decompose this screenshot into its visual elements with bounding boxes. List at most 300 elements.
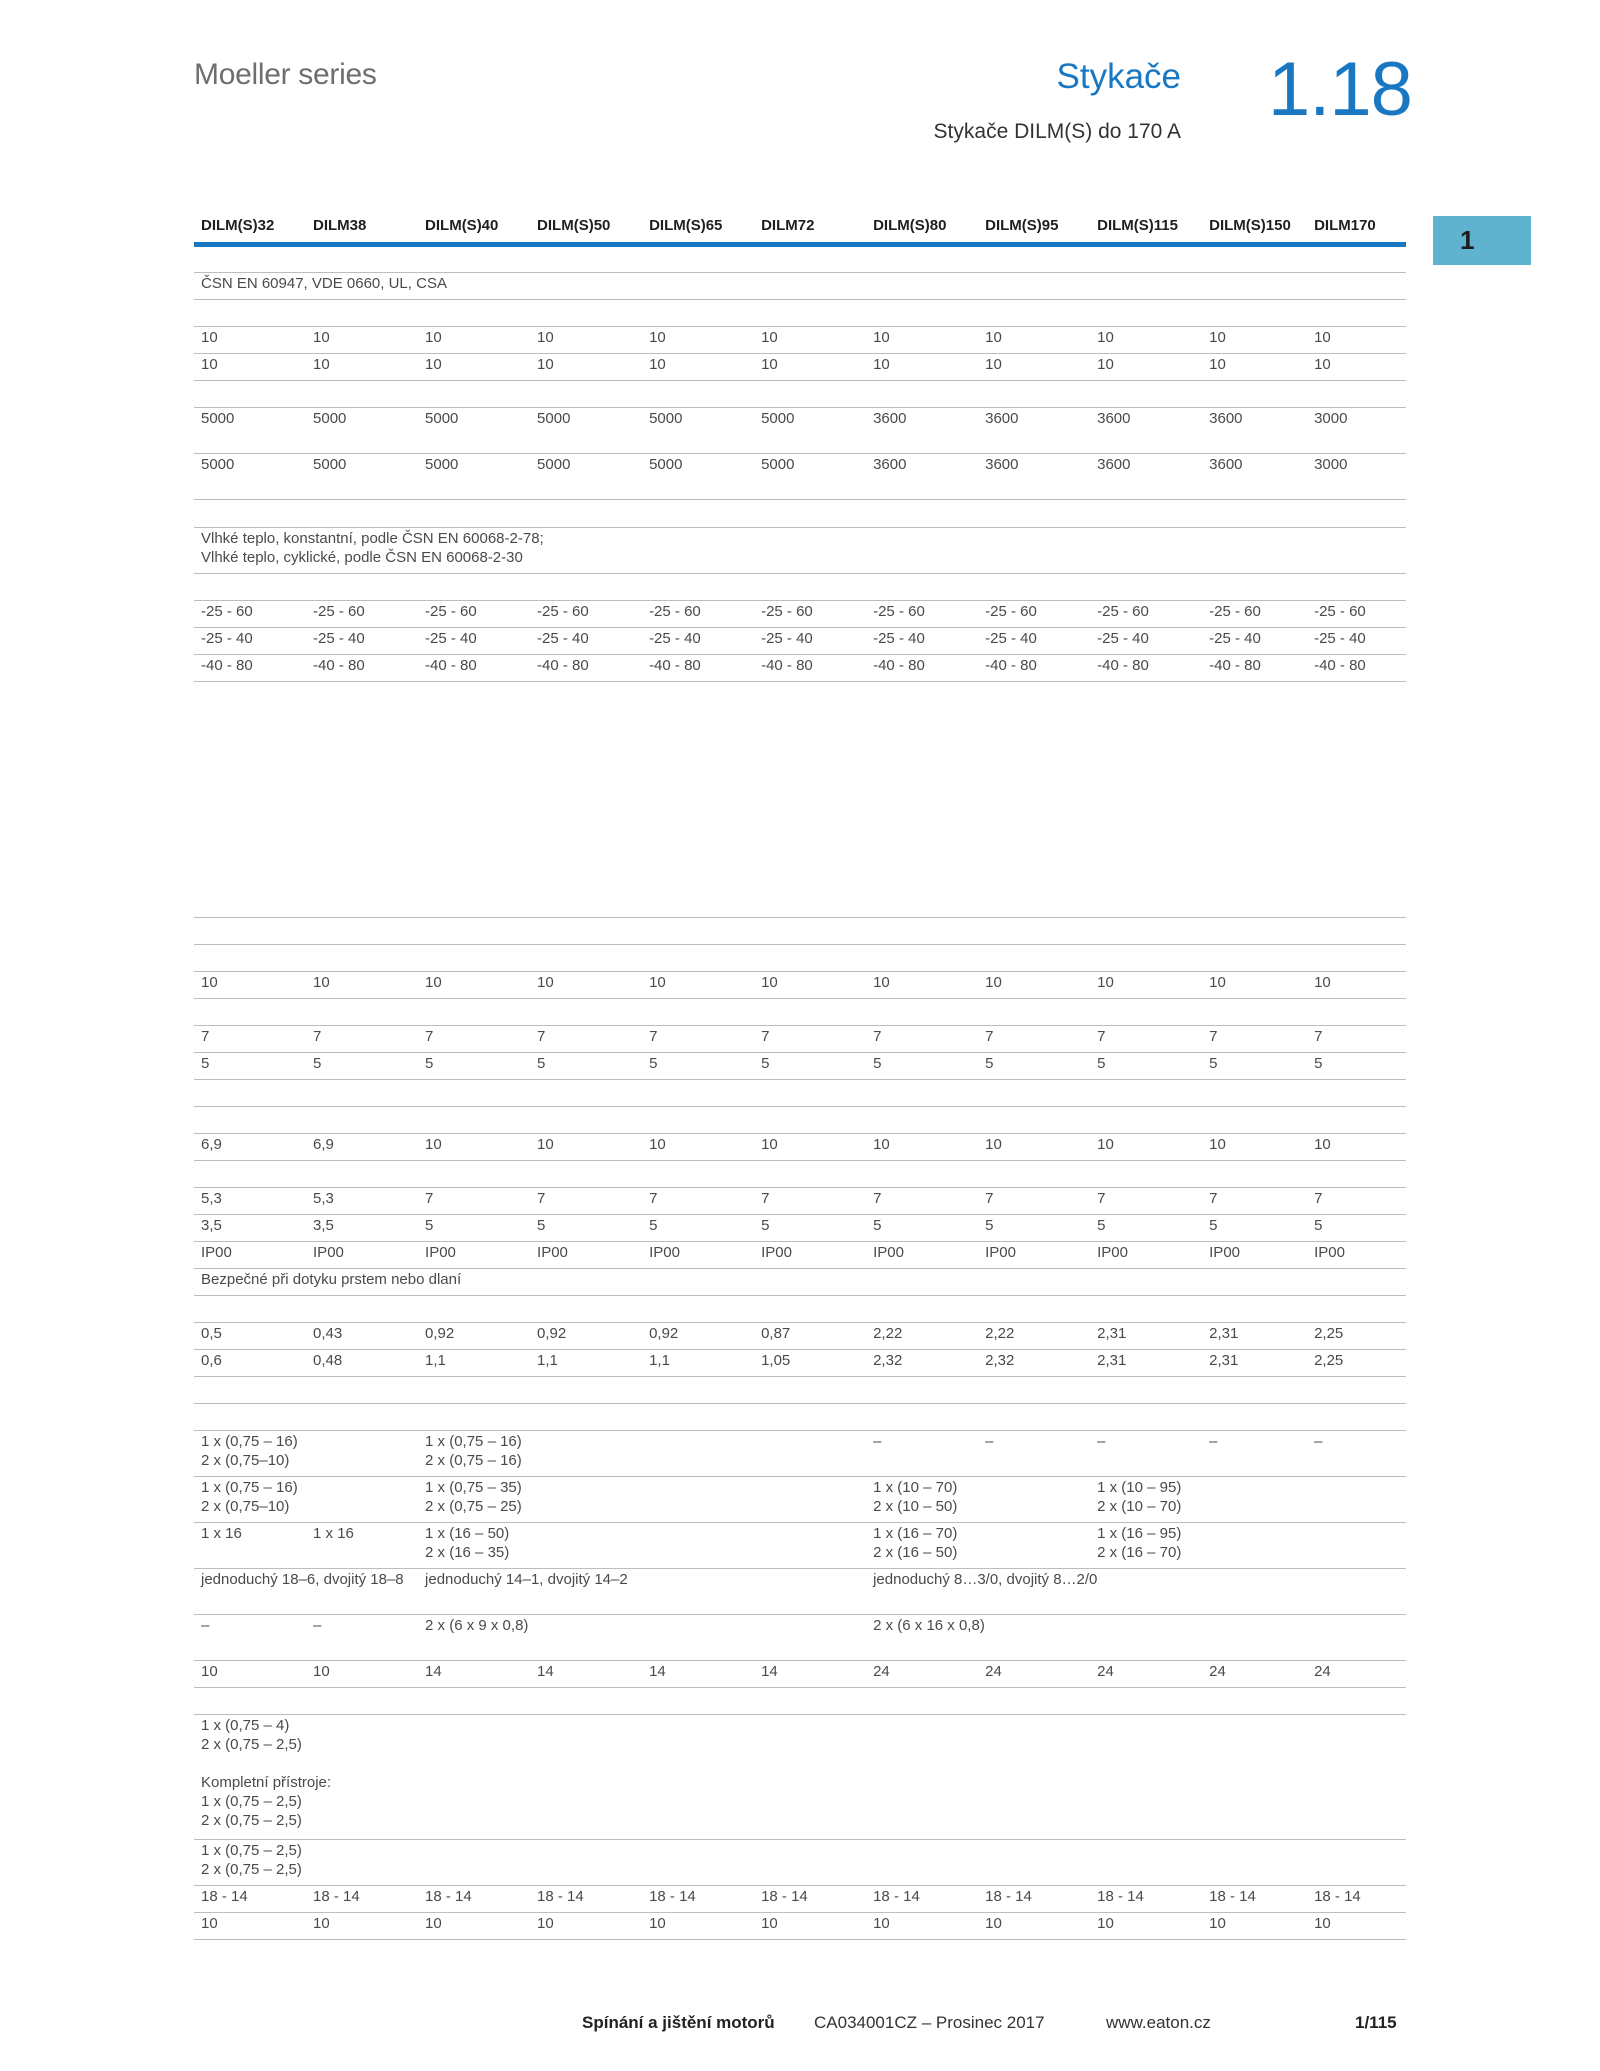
table-cell: 5000	[194, 453, 306, 499]
table-cell: -25 - 60	[1307, 600, 1406, 627]
table-cell: 7	[1202, 1025, 1307, 1052]
table-cell: 10	[1090, 353, 1202, 380]
table-row	[194, 353, 1406, 380]
table-cell: 10	[866, 1133, 978, 1160]
table-cell: 10	[306, 1660, 418, 1687]
table-header-row	[194, 212, 1406, 244]
table-cell: 10	[1090, 1912, 1202, 1939]
table-cell: 5	[866, 1052, 978, 1079]
table-row	[194, 1687, 1406, 1714]
table-cell: 5	[530, 1052, 642, 1079]
table-row	[194, 1349, 1406, 1376]
table-row	[194, 1160, 1406, 1187]
table-cell: -40 - 80	[418, 654, 530, 681]
table-cell: 18 - 14	[642, 1885, 754, 1912]
table-row	[194, 998, 1406, 1025]
table-cell: 5000	[642, 407, 754, 453]
table-cell: IP00	[530, 1241, 642, 1268]
table-cell: 5000	[530, 407, 642, 453]
table-cell: IP00	[1202, 1241, 1307, 1268]
table-cell: IP00	[978, 1241, 1090, 1268]
table-row	[194, 272, 1406, 299]
table-cell: 10	[418, 326, 530, 353]
table-row	[194, 1376, 1406, 1403]
table-row	[194, 654, 1406, 681]
table-cell: –	[306, 1614, 418, 1660]
table-cell: 2,31	[1202, 1322, 1307, 1349]
table-cell: 0,87	[754, 1322, 866, 1349]
column-header: DILM(S)65	[642, 212, 754, 244]
table-row	[194, 917, 1406, 944]
table-cell: 5	[1202, 1214, 1307, 1241]
table-cell: 1,05	[754, 1349, 866, 1376]
table-cell-empty	[194, 1376, 1406, 1403]
table-cell: 3000	[1307, 407, 1406, 453]
table-cell: -25 - 60	[418, 600, 530, 627]
table-cell: 18 - 14	[306, 1885, 418, 1912]
table-cell: IP00	[642, 1241, 754, 1268]
table-cell: 3600	[866, 407, 978, 453]
table-cell-empty	[194, 299, 1406, 326]
table-cell: -25 - 60	[194, 600, 306, 627]
table-cell: -25 - 60	[978, 600, 1090, 627]
table-cell: 2,31	[1090, 1322, 1202, 1349]
table-cell: –	[1307, 1430, 1406, 1476]
table-cell: 1 x (0,75 – 2,5) 2 x (0,75 – 2,5)	[194, 1839, 1406, 1885]
table-row	[194, 1241, 1406, 1268]
table-row	[194, 1295, 1406, 1322]
table-cell: 10	[1307, 1133, 1406, 1160]
table-cell: 0,5	[194, 1322, 306, 1349]
column-header: DILM72	[754, 212, 866, 244]
table-cell: 7	[418, 1025, 530, 1052]
table-cell: 7	[642, 1187, 754, 1214]
table-row	[194, 1052, 1406, 1079]
table-cell: 3,5	[194, 1214, 306, 1241]
table-cell: 10	[1202, 971, 1307, 998]
column-header: DILM(S)95	[978, 212, 1090, 244]
table-cell: -25 - 60	[866, 600, 978, 627]
table-cell: 24	[978, 1660, 1090, 1687]
table-cell: 10	[1090, 326, 1202, 353]
section-title: Stykače	[1056, 57, 1181, 96]
table-cell: 18 - 14	[978, 1885, 1090, 1912]
table-cell: -25 - 60	[306, 600, 418, 627]
table-cell: –	[194, 1614, 306, 1660]
table-cell: 5	[866, 1214, 978, 1241]
table-cell: 5	[1307, 1052, 1406, 1079]
column-header: DILM170	[1307, 212, 1406, 244]
table-cell: 5000	[642, 453, 754, 499]
table-cell: IP00	[194, 1241, 306, 1268]
table-row	[194, 1430, 1406, 1476]
table-cell: 10	[194, 353, 306, 380]
table-row	[194, 1268, 1406, 1295]
table-cell: -25 - 40	[642, 627, 754, 654]
table-row	[194, 600, 1406, 627]
table-cell: 10	[866, 971, 978, 998]
table-cell: –	[1202, 1430, 1307, 1476]
table-cell: 24	[866, 1660, 978, 1687]
table-cell-empty	[194, 1106, 1406, 1133]
table-cell: 2,25	[1307, 1349, 1406, 1376]
table-cell: 10	[1202, 1912, 1307, 1939]
table-cell: 5	[194, 1052, 306, 1079]
table-cell: 7	[866, 1187, 978, 1214]
table-cell-empty	[194, 1160, 1406, 1187]
table-cell: 2,32	[866, 1349, 978, 1376]
spec-table	[194, 212, 1406, 1940]
table-cell: 10	[754, 353, 866, 380]
table-row	[194, 1660, 1406, 1687]
table-cell: 10	[306, 326, 418, 353]
table-cell: 10	[978, 1912, 1090, 1939]
table-cell: 10	[754, 1133, 866, 1160]
table-cell: 10	[1307, 1912, 1406, 1939]
table-cell: -40 - 80	[642, 654, 754, 681]
column-header: DILM(S)40	[418, 212, 530, 244]
table-cell: 10	[194, 1912, 306, 1939]
table-cell: 5	[418, 1214, 530, 1241]
table-cell: 7	[1307, 1025, 1406, 1052]
table-cell: 10	[1090, 971, 1202, 998]
table-cell: 0,92	[530, 1322, 642, 1349]
table-cell: -40 - 80	[194, 654, 306, 681]
table-row	[194, 1912, 1406, 1939]
table-cell: 10	[866, 326, 978, 353]
table-cell: ČSN EN 60947, VDE 0660, UL, CSA	[194, 272, 1406, 299]
section-subtitle: Stykače DILM(S) do 170 A	[933, 120, 1181, 143]
table-row	[194, 1214, 1406, 1241]
table-cell: 7	[1090, 1025, 1202, 1052]
footer-page-number: 1/115	[1355, 2013, 1397, 2032]
table-cell: 10	[754, 326, 866, 353]
table-cell: 7	[754, 1187, 866, 1214]
table-cell: 0,43	[306, 1322, 418, 1349]
table-cell: 5	[978, 1052, 1090, 1079]
table-row	[194, 573, 1406, 600]
table-row	[194, 527, 1406, 573]
table-cell: 14	[530, 1660, 642, 1687]
table-cell: 1,1	[418, 1349, 530, 1376]
table-cell: 10	[530, 326, 642, 353]
table-cell: -40 - 80	[1307, 654, 1406, 681]
table-cell: 3600	[1202, 453, 1307, 499]
column-header: DILM(S)32	[194, 212, 306, 244]
table-cell: 5000	[418, 453, 530, 499]
table-cell: -25 - 40	[194, 627, 306, 654]
table-cell: 2,22	[866, 1322, 978, 1349]
table-cell: 10	[306, 1912, 418, 1939]
table-cell: 2,31	[1090, 1349, 1202, 1376]
table-cell: 2,22	[978, 1322, 1090, 1349]
table-cell: -25 - 60	[530, 600, 642, 627]
table-cell: -25 - 40	[306, 627, 418, 654]
table-cell: 7	[1307, 1187, 1406, 1214]
table-row	[194, 326, 1406, 353]
table-cell: 10	[866, 1912, 978, 1939]
footer-website: www.eaton.cz	[1106, 2013, 1211, 2032]
table-cell: 10	[1307, 971, 1406, 998]
table-cell: 10	[978, 353, 1090, 380]
table-cell: 18 - 14	[1202, 1885, 1307, 1912]
table-cell: 5	[1090, 1052, 1202, 1079]
table-row	[194, 627, 1406, 654]
table-cell: 10	[1090, 1133, 1202, 1160]
table-cell: 10	[418, 1133, 530, 1160]
table-cell: 14	[754, 1660, 866, 1687]
table-cell: 10	[978, 971, 1090, 998]
table-cell: 10	[1202, 1133, 1307, 1160]
table-cell: IP00	[418, 1241, 530, 1268]
table-row	[194, 1839, 1406, 1885]
table-cell: -25 - 60	[1202, 600, 1307, 627]
table-cell: -40 - 80	[306, 654, 418, 681]
table-row	[194, 944, 1406, 971]
table-cell: -40 - 80	[866, 654, 978, 681]
table-row	[194, 407, 1406, 453]
table-cell: 7	[754, 1025, 866, 1052]
table-cell: 10	[418, 1912, 530, 1939]
table-cell: 1,1	[530, 1349, 642, 1376]
table-cell: 18 - 14	[754, 1885, 866, 1912]
table-row	[194, 1522, 1406, 1568]
table-cell: 10	[754, 971, 866, 998]
table-row	[194, 971, 1406, 998]
table-cell: 10	[194, 971, 306, 998]
table-cell: 24	[1307, 1660, 1406, 1687]
table-cell: Bezpečné při dotyku prstem nebo dlaní	[194, 1268, 1406, 1295]
table-row	[194, 1614, 1406, 1660]
table-row	[194, 1714, 1406, 1839]
table-cell: 10	[418, 353, 530, 380]
table-cell: 10	[1307, 353, 1406, 380]
table-cell: 1 x 16	[306, 1522, 418, 1568]
table-cell: 5000	[306, 407, 418, 453]
table-cell: 7	[978, 1187, 1090, 1214]
table-cell: 5	[1090, 1214, 1202, 1241]
table-cell: 18 - 14	[866, 1885, 978, 1912]
table-body	[194, 244, 1406, 1939]
footer-section: Spínání a jištění motorů	[582, 2013, 775, 2032]
table-row	[194, 1403, 1406, 1430]
table-cell: -25 - 60	[642, 600, 754, 627]
column-header: DILM(S)115	[1090, 212, 1202, 244]
table-row	[194, 1476, 1406, 1522]
brand-title: Moeller series	[194, 58, 377, 91]
table-cell: -25 - 40	[866, 627, 978, 654]
table-cell: -40 - 80	[530, 654, 642, 681]
table-cell: 1 x 16	[194, 1522, 306, 1568]
table-cell: 2,32	[978, 1349, 1090, 1376]
table-cell: -25 - 40	[418, 627, 530, 654]
table-cell: 10	[754, 1912, 866, 1939]
table-cell: 6,9	[194, 1133, 306, 1160]
table-cell: 5	[642, 1052, 754, 1079]
table-row	[194, 380, 1406, 407]
table-row	[194, 1885, 1406, 1912]
table-cell: –	[866, 1430, 978, 1476]
table-cell: -25 - 40	[1307, 627, 1406, 654]
table-cell: 1,1	[642, 1349, 754, 1376]
table-cell: 10	[978, 326, 1090, 353]
table-cell: 10	[978, 1133, 1090, 1160]
table-cell: IP00	[754, 1241, 866, 1268]
table-cell: -40 - 80	[1090, 654, 1202, 681]
table-cell: 5	[1202, 1052, 1307, 1079]
column-header: DILM(S)80	[866, 212, 978, 244]
table-cell: jednoduchý 14–1, dvojitý 14–2	[418, 1568, 866, 1614]
table-cell-empty	[194, 998, 1406, 1025]
table-cell: -25 - 60	[754, 600, 866, 627]
table-cell: 3600	[1202, 407, 1307, 453]
table-cell: 10	[642, 1912, 754, 1939]
table-row	[194, 681, 1406, 917]
table-row	[194, 1133, 1406, 1160]
table-cell: 5	[978, 1214, 1090, 1241]
table-cell: 24	[1090, 1660, 1202, 1687]
table-cell: 24	[1202, 1660, 1307, 1687]
table-cell: -40 - 80	[978, 654, 1090, 681]
table-cell: 10	[642, 1133, 754, 1160]
table-cell: -40 - 80	[1202, 654, 1307, 681]
table-cell-empty	[194, 944, 1406, 971]
table-row	[194, 1079, 1406, 1106]
table-cell: 10	[642, 353, 754, 380]
table-cell: 5000	[194, 407, 306, 453]
table-cell: 10	[530, 1133, 642, 1160]
table-cell: 18 - 14	[530, 1885, 642, 1912]
table-cell: 5000	[754, 453, 866, 499]
table-cell: 7	[642, 1025, 754, 1052]
table-cell: 0,92	[418, 1322, 530, 1349]
table-cell: 5,3	[306, 1187, 418, 1214]
table-cell: -25 - 40	[754, 627, 866, 654]
table-cell: 1 x (16 – 70) 2 x (16 – 50)	[866, 1522, 1090, 1568]
table-cell: 7	[866, 1025, 978, 1052]
table-cell: 5	[754, 1214, 866, 1241]
table-cell: 3600	[1090, 453, 1202, 499]
table-cell: 5	[418, 1052, 530, 1079]
table-cell-empty	[194, 573, 1406, 600]
table-cell: 5000	[530, 453, 642, 499]
column-header: DILM(S)50	[530, 212, 642, 244]
table-cell: 10	[418, 971, 530, 998]
table-cell: –	[1090, 1430, 1202, 1476]
table-cell: 7	[418, 1187, 530, 1214]
table-cell: 10	[642, 971, 754, 998]
table-cell: 18 - 14	[194, 1885, 306, 1912]
table-cell: 1 x (10 – 95) 2 x (10 – 70)	[1090, 1476, 1406, 1522]
table-cell: 7	[978, 1025, 1090, 1052]
table-cell: 14	[642, 1660, 754, 1687]
table-cell-empty	[194, 1687, 1406, 1714]
table-row	[194, 244, 1406, 272]
table-cell: 2,31	[1202, 1349, 1307, 1376]
table-cell: jednoduchý 8…3/0, dvojitý 8…2/0	[866, 1568, 1406, 1614]
table-row	[194, 1187, 1406, 1214]
chapter-tab[interactable]: 1	[1433, 216, 1531, 265]
table-cell: 1 x (0,75 – 35) 2 x (0,75 – 25)	[418, 1476, 866, 1522]
table-cell: -40 - 80	[754, 654, 866, 681]
table-cell: 0,48	[306, 1349, 418, 1376]
table-cell: 1 x (0,75 – 4) 2 x (0,75 – 2,5) Kompletní přístroje: 1 x (0,75 – 2,5) 2 x (0,75 – 2,5)	[194, 1714, 1406, 1839]
table-cell: 5	[642, 1214, 754, 1241]
table-cell: 0,92	[642, 1322, 754, 1349]
table-cell: 10	[306, 971, 418, 998]
table-cell: 1 x (16 – 50) 2 x (16 – 35)	[418, 1522, 866, 1568]
table-cell: 0,6	[194, 1349, 306, 1376]
table-cell: 2,25	[1307, 1322, 1406, 1349]
table-cell: 7	[530, 1025, 642, 1052]
table-cell: 1 x (0,75 – 16) 2 x (0,75–10)	[194, 1430, 418, 1476]
table-cell: 1 x (10 – 70) 2 x (10 – 50)	[866, 1476, 1090, 1522]
table-cell: 3,5	[306, 1214, 418, 1241]
table-cell-empty	[194, 499, 1406, 527]
table-cell: 1 x (0,75 – 16) 2 x (0,75 – 16)	[418, 1430, 866, 1476]
table-cell: IP00	[1307, 1241, 1406, 1268]
table-cell: 18 - 14	[418, 1885, 530, 1912]
table-row	[194, 299, 1406, 326]
table-cell: –	[978, 1430, 1090, 1476]
table-cell-empty	[194, 1403, 1406, 1430]
table-cell: -25 - 40	[1202, 627, 1307, 654]
table-cell: 10	[866, 353, 978, 380]
table-cell: 3600	[1090, 407, 1202, 453]
table-cell: 3600	[978, 453, 1090, 499]
table-cell: 18 - 14	[1307, 1885, 1406, 1912]
table-cell: 3600	[866, 453, 978, 499]
table-cell: 7	[530, 1187, 642, 1214]
table-cell: 1 x (0,75 – 16) 2 x (0,75–10)	[194, 1476, 418, 1522]
table-cell: 7	[306, 1025, 418, 1052]
table-cell-empty	[194, 1079, 1406, 1106]
table-cell: 5	[530, 1214, 642, 1241]
column-header: DILM38	[306, 212, 418, 244]
table-cell: 18 - 14	[1090, 1885, 1202, 1912]
column-header: DILM(S)150	[1202, 212, 1307, 244]
table-cell-empty	[194, 681, 1406, 917]
table-row	[194, 499, 1406, 527]
table-cell: -25 - 60	[1090, 600, 1202, 627]
table-cell: 10	[530, 1912, 642, 1939]
table-cell: 5000	[754, 407, 866, 453]
table-cell: 3600	[978, 407, 1090, 453]
table-cell: 5000	[306, 453, 418, 499]
table-cell: 5	[1307, 1214, 1406, 1241]
table-cell: 14	[418, 1660, 530, 1687]
table-cell: -25 - 40	[530, 627, 642, 654]
table-cell: -25 - 40	[978, 627, 1090, 654]
table-cell: 5000	[418, 407, 530, 453]
table-cell: 10	[194, 326, 306, 353]
table-cell: 5,3	[194, 1187, 306, 1214]
table-cell: 7	[1202, 1187, 1307, 1214]
table-cell: 7	[194, 1025, 306, 1052]
table-cell: Vlhké teplo, konstantní, podle ČSN EN 60068-2-78; Vlhké teplo, cyklické, podle ČSN EN 60068-2-30	[194, 527, 1406, 573]
table-cell: 5	[754, 1052, 866, 1079]
table-cell: -25 - 40	[1090, 627, 1202, 654]
table-cell: IP00	[866, 1241, 978, 1268]
table-row	[194, 1106, 1406, 1133]
table-cell: 5	[306, 1052, 418, 1079]
table-cell: IP00	[306, 1241, 418, 1268]
table-cell-empty	[194, 380, 1406, 407]
section-number: 1.18	[1268, 47, 1412, 132]
table-cell: IP00	[1090, 1241, 1202, 1268]
table-cell: 7	[1090, 1187, 1202, 1214]
table-cell: 2 x (6 x 16 x 0,8)	[866, 1614, 1406, 1660]
